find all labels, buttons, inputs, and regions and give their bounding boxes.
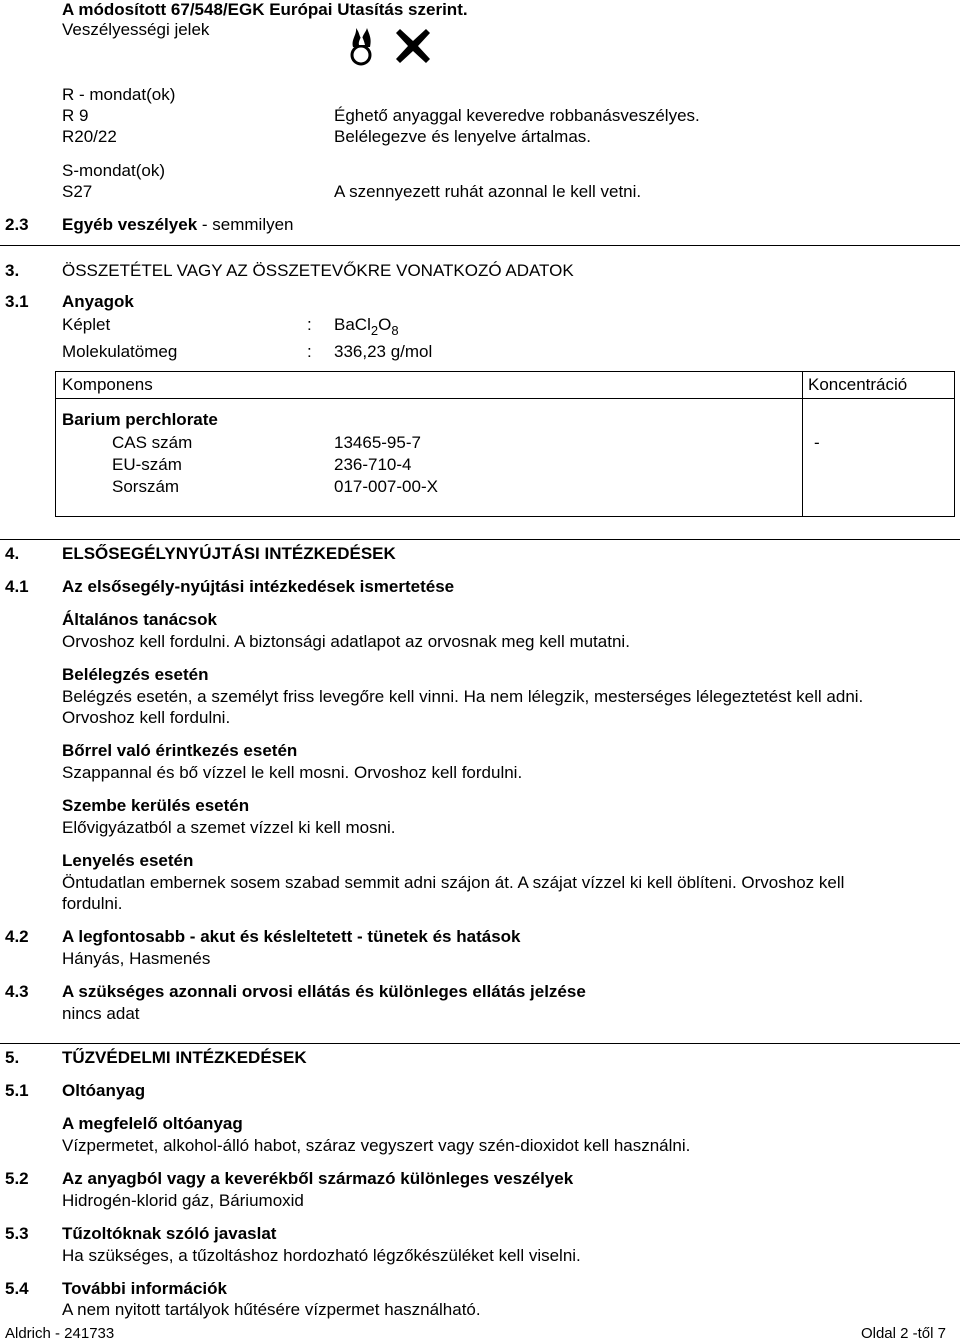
section-number: 4.1 [5,577,29,596]
subsection-title: További információk [62,1279,227,1298]
footer-page-number: Oldal 2 -től 7 [860,1325,946,1342]
chemical-formula: $BaCl_2O_8$ [334,315,399,338]
table-row-value: 017-007-00-X [334,477,438,496]
section-divider [0,1043,960,1044]
subsection-title: Az anyagból vagy a keverékből származó különleges veszélyek [62,1169,574,1188]
section-number: 2.3 [5,215,29,234]
section-heading: TŰZVÉDELMI INTÉZKEDÉSEK [62,1048,307,1067]
subsection-title: Oltóanyag [62,1081,146,1100]
molecular-weight-label: Molekulatömeg [62,342,178,361]
colon: : [307,342,312,361]
s-phrase-text: A szennyezett ruhát azonnal le kell vetni. [334,182,642,201]
paragraph-heading: Általános tanácsok [62,610,217,629]
s-phrases-title: S-mondat(ok) [62,161,165,180]
section-number: 4. [5,544,20,563]
r-phrase-code: R20/22 [62,127,117,146]
paragraph-heading: Bőrrel való érintkezés esetén [62,741,298,760]
table-top-border [55,371,955,372]
paragraph-text: Szappannal és bő vízzel le kell mosni. Orvoshoz kell fordulni. [62,763,523,782]
regulation-note: A módosított 67/548/EGK Európai Utasítás szerint. [62,0,468,19]
subsection-title: A legfontosabb - akut és késleltetett - tünetek és hatások [62,927,521,946]
paragraph-heading: Szembe kerülés esetén [62,796,250,815]
section-number: 3.1 [5,292,29,311]
section-number: 4.3 [5,982,29,1001]
concentration-value: - [814,433,820,452]
table-row-value: 13465-95-7 [334,433,421,452]
section-number: 5.2 [5,1169,29,1188]
table-row-label: CAS szám [112,433,193,452]
r-phrase-text: Éghető anyaggal keveredve robbanásveszélyes. [334,106,700,125]
table-header-divider [55,398,955,399]
section-number: 4.2 [5,927,29,946]
paragraph-heading: A megfelelő oltóanyag [62,1114,243,1133]
formula-label: Képlet [62,315,111,334]
subsection-title: Az elsősegély-nyújtási intézkedések ismertetése [62,577,455,596]
paragraph-text: Hidrogén-klorid gáz, Báriumoxid [62,1191,304,1210]
section-heading: ELSŐSEGÉLYNYÚJTÁSI INTÉZKEDÉSEK [62,544,396,563]
paragraph-text: A nem nyitott tartályok hűtésére vízpermet használható. [62,1300,481,1319]
table-row-value: 236-710-4 [334,455,412,474]
paragraph-text: Hányás, Hasmenés [62,949,211,968]
paragraph-heading: Lenyelés esetén [62,851,194,870]
table-bottom-border [55,516,955,517]
table-right-border [954,371,955,517]
paragraph-text: Ha szükséges, a tűzoltáshoz hordozható légzőkészüléket kell viselni. [62,1246,581,1265]
r-phrases-title: R - mondat(ok) [62,85,176,104]
section-title: Egyéb veszélyek [62,215,198,234]
paragraph-text: Elővigyázatból a szemet vízzel ki kell mosni. [62,818,396,837]
paragraph-text: Vízpermetet, alkohol-álló habot, száraz vegyszert vagy szén-dioxidot kell használni. [62,1136,691,1155]
component-name: Barium perchlorate [62,410,218,429]
table-row-label: Sorszám [112,477,180,496]
section-number: 5.4 [5,1279,29,1298]
paragraph-text: Belégzés esetén, a személyt friss levegőre kell vinni. Ha nem lélegzik, mesterséges lélegeztetést kell adni. [62,687,864,706]
section-heading: ÖSSZETÉTEL VAGY AZ ÖSSZETEVŐKRE VONATKOZÓ ADATOK [62,261,574,280]
subsection-title: Tűzoltóknak szóló javaslat [62,1224,277,1243]
section-divider [0,245,960,246]
harmful-cross-icon [392,25,434,67]
subsection-title: A szükséges azonnali orvosi ellátás és különleges ellátás jelzése [62,982,586,1001]
s-phrase-code: S27 [62,182,93,201]
table-column-divider [802,371,803,517]
table-row-label: EU-szám [112,455,182,474]
section-number: 5.3 [5,1224,29,1243]
table-left-border [55,371,56,517]
footer-product-code: Aldrich - 241733 [5,1325,115,1342]
section-number: 3. [5,261,20,280]
section-number: 5.1 [5,1081,29,1100]
colon: : [307,315,312,334]
table-header-component: Komponens [62,375,153,394]
section-divider [0,539,960,540]
paragraph-text: fordulni. [62,894,123,913]
section-text: - semmilyen [197,215,294,234]
paragraph-text: Öntudatlan embernek sosem szabad semmit adni szájon át. A szájat vízzel ki kell öblíteni. Orvoshoz kell [62,873,845,892]
molecular-weight-value: 336,23 g/mol [334,342,433,361]
oxidizing-flame-icon [345,25,381,67]
paragraph-heading: Belélegzés esetén [62,665,209,684]
hazard-symbols-label: Veszélyességi jelek [62,20,210,39]
paragraph-text: Orvoshoz kell fordulni. [62,708,231,727]
subsection-title: Anyagok [62,292,134,311]
section-number: 5. [5,1048,20,1067]
r-phrase-text: Belélegezve és lenyelve ártalmas. [334,127,592,146]
table-header-concentration: Koncentráció [808,375,908,394]
paragraph-text: Orvoshoz kell fordulni. A biztonsági adatlapot az orvosnak meg kell mutatni. [62,632,630,651]
paragraph-text: nincs adat [62,1004,140,1023]
r-phrase-code: R 9 [62,106,89,125]
